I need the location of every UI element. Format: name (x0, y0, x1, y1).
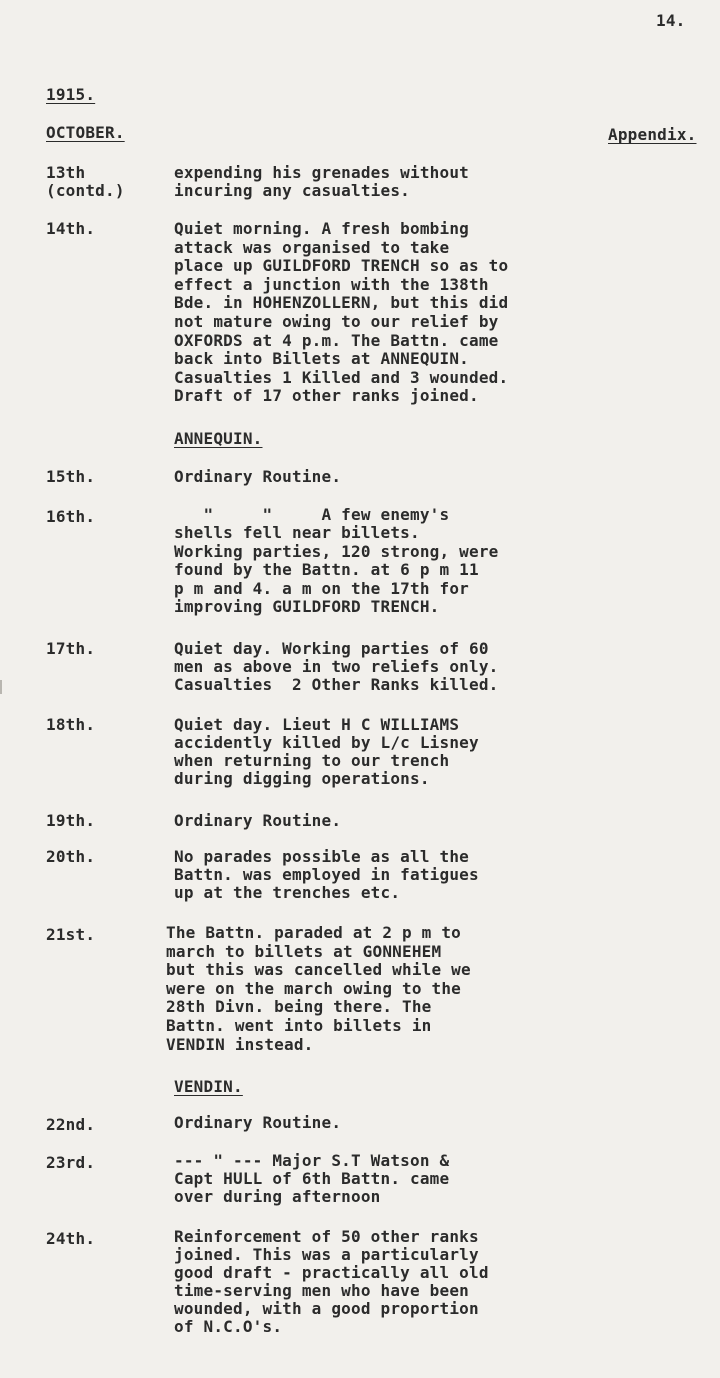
scan-mark (0, 680, 2, 694)
appendix-heading: Appendix. (608, 125, 697, 144)
entry-text: No parades possible as all the Battn. was employed in fatigues up at the trenches etc. (174, 847, 479, 902)
entry-date: 15th. (46, 467, 96, 486)
entry-date: 20th. (46, 847, 96, 866)
year-heading: 1915. (46, 85, 96, 104)
entry-text: Ordinary Routine. (174, 1113, 342, 1132)
entry-text: " " A few enemy's shells fell near billets. Working parties, 120 strong, were found by the Battn. at 6 p m 11 p m and 4. a m on the 17th for improving GUILDFORD TRENCH. (174, 505, 499, 617)
entry-date: 19th. (46, 811, 96, 830)
page-number: 14. (656, 11, 686, 30)
entry-text: Quiet day. Working parties of 60 men as above in two reliefs only. Casualties 2 Other Ranks killed. (174, 639, 499, 694)
entry-text: Quiet morning. A fresh bombing attack was organised to take place up GUILDFORD TRENCH so as to effect a junction with the 138th Bde. in HOHENZOLLERN, but this did not mature owing to our relief by OXFORDS at 4 p.m. The Battn. came back into Billets at ANNEQUIN. Casualties 1 Killed and 3 wounded. Draft of 17 other ranks joined. (174, 219, 509, 406)
entry-text: Quiet day. Lieut H C WILLIAMS accidently killed by L/c Lisney when returning to our trench during digging operations. (174, 715, 479, 788)
entry-date: 22nd. (46, 1115, 96, 1134)
location-heading-vendin: VENDIN. (174, 1077, 243, 1096)
entry-date: 23rd. (46, 1153, 96, 1172)
entry-text: Ordinary Routine. (174, 467, 342, 486)
entry-date: 16th. (46, 507, 96, 526)
entry-text: --- " --- Major S.T Watson & Capt HULL of 6th Battn. came over during afternoon (174, 1151, 450, 1206)
entry-date: 13th (contd.) (46, 163, 125, 200)
entry-text: The Battn. paraded at 2 p m to march to billets at GONNEHEM but this was cancelled while we were on the march owing to the 28th Divn. being there. The Battn. went into billets in VENDIN instead. (166, 923, 471, 1054)
entry-date: 24th. (46, 1229, 96, 1248)
entry-date: 17th. (46, 639, 96, 658)
entry-date: 14th. (46, 219, 96, 238)
location-heading-annequin: ANNEQUIN. (174, 429, 263, 448)
month-heading: OCTOBER. (46, 123, 125, 142)
entry-text: expending his grenades without incuring any casualties. (174, 163, 469, 200)
entry-date: 21st. (46, 925, 96, 944)
entry-date: 18th. (46, 715, 96, 734)
entry-text: Reinforcement of 50 other ranks joined. This was a particularly good draft - practically all old time-serving men who have been wounded, with a good proportion of N.C.O's. (174, 1227, 489, 1336)
entry-text: Ordinary Routine. (174, 811, 342, 830)
